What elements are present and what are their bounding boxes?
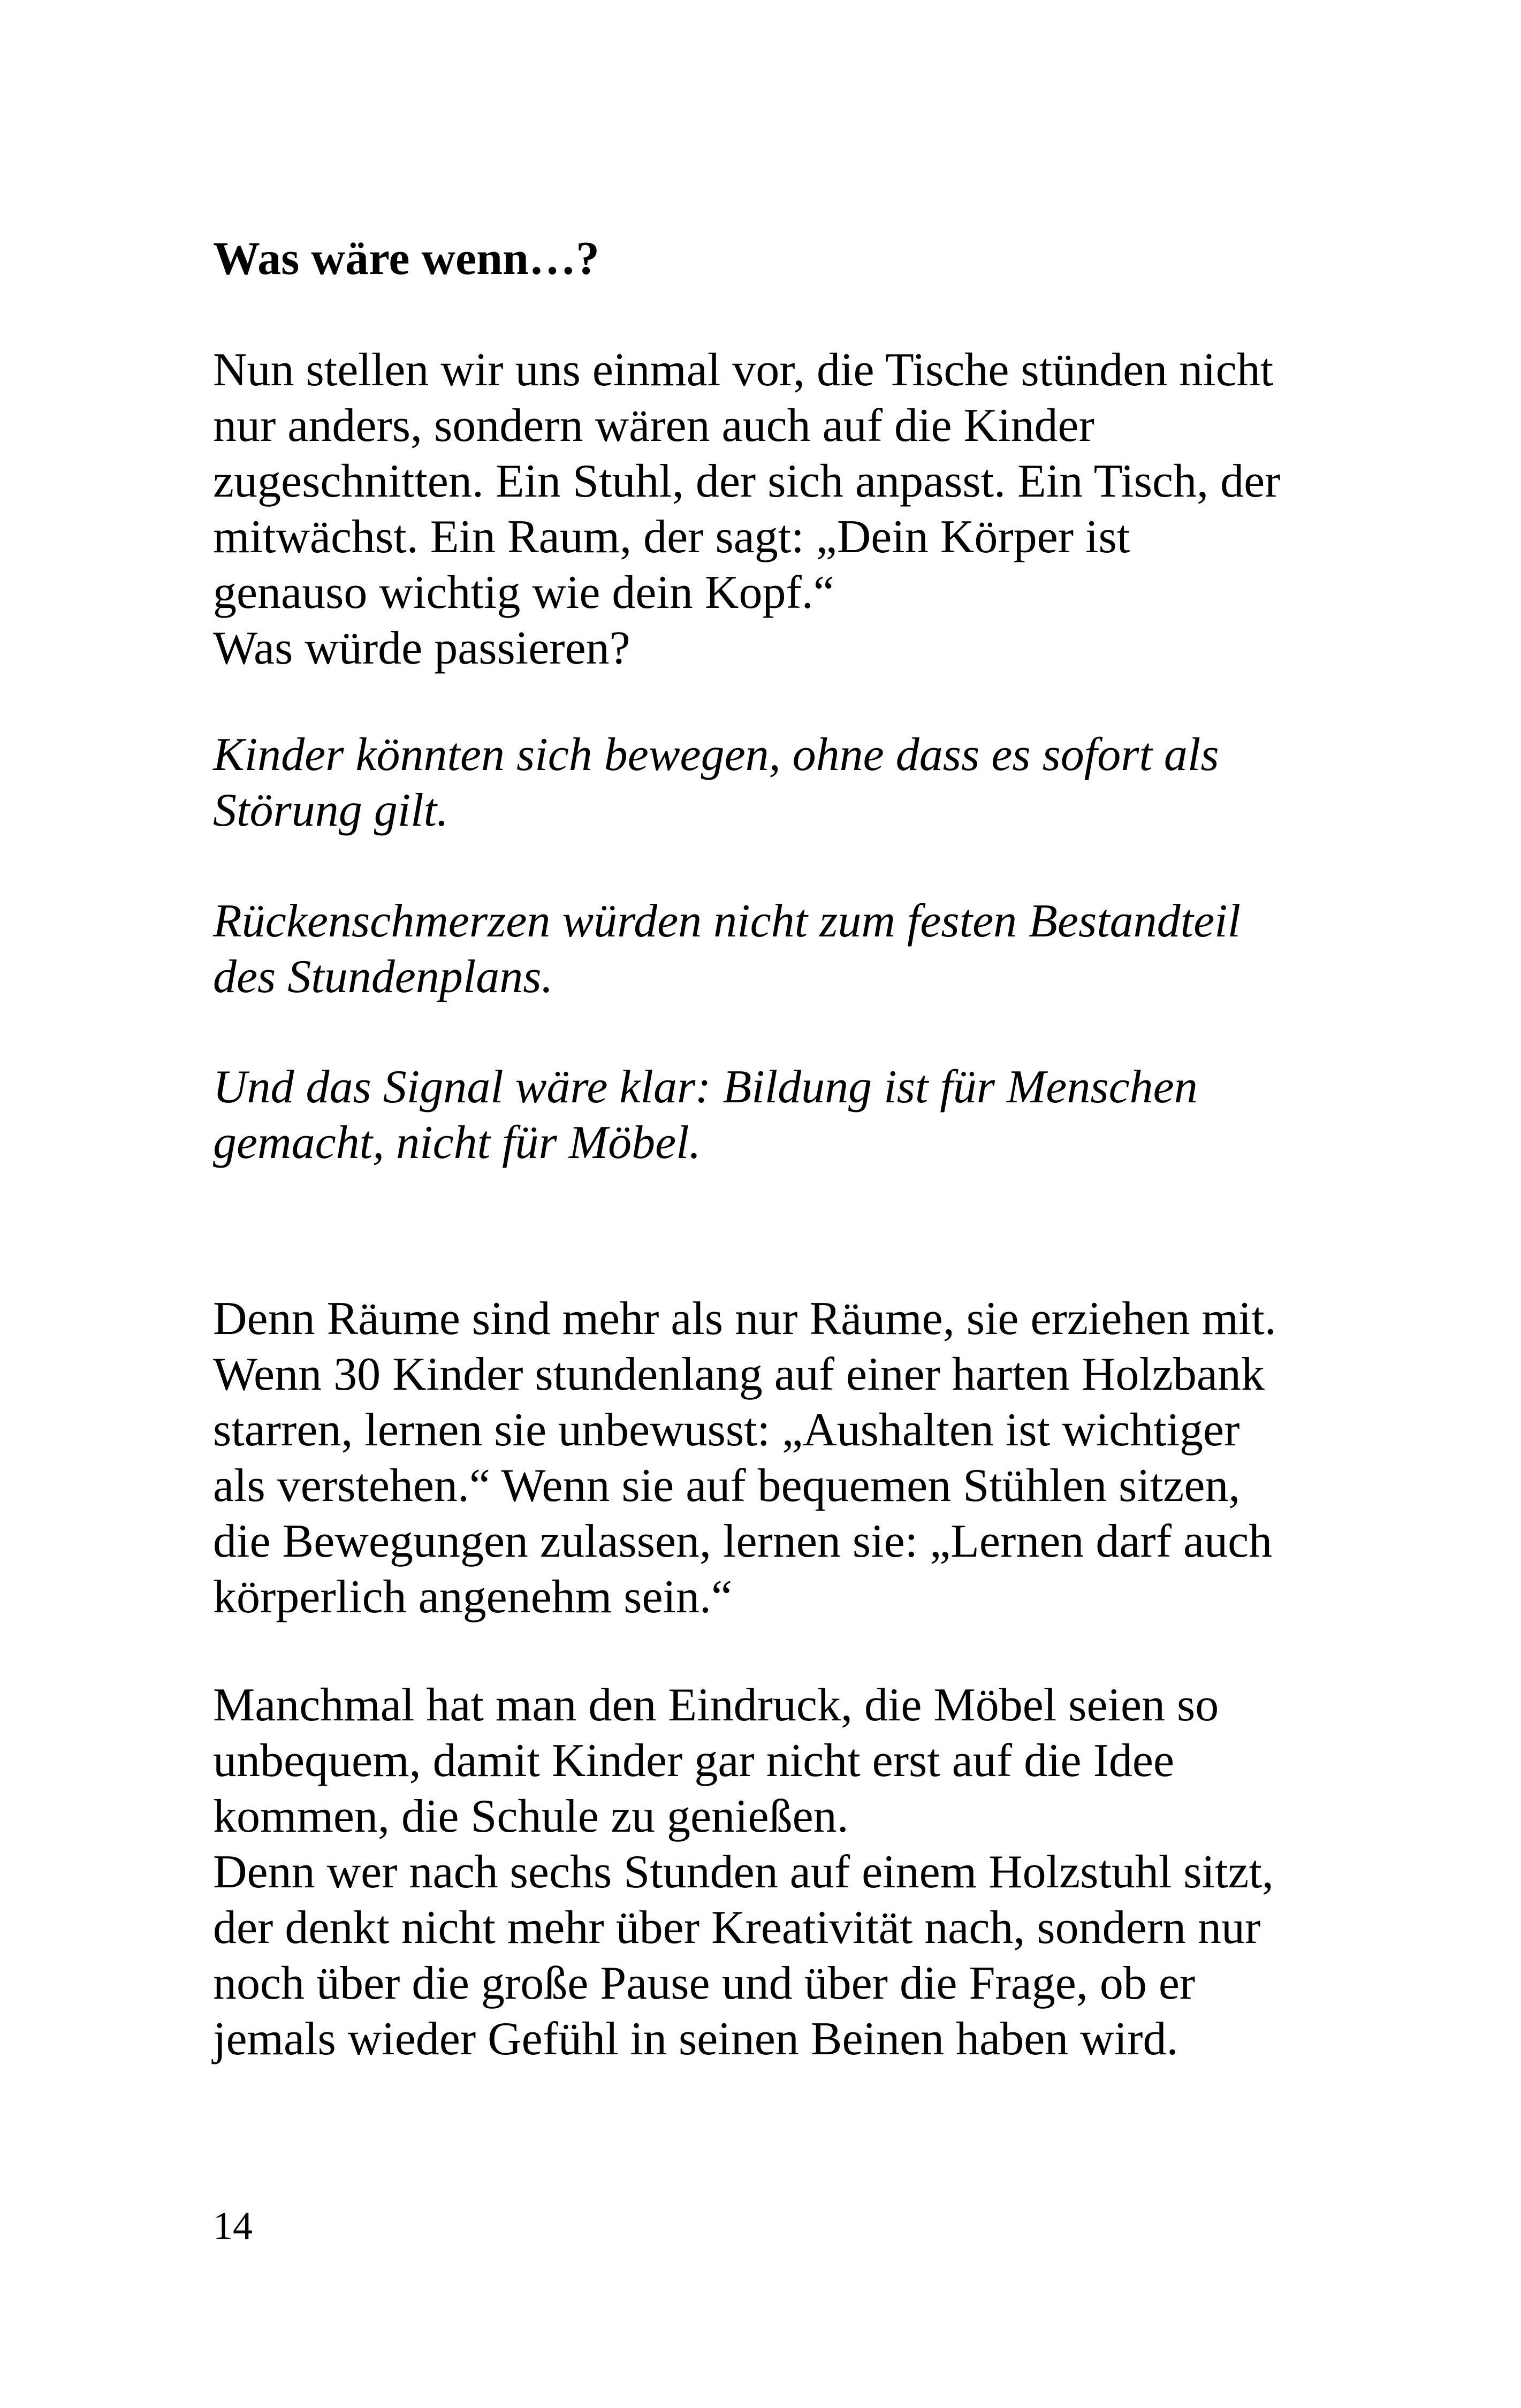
text-line: jemals wieder Gefühl in seinen Beinen haben wird. [213,2013,1178,2065]
page-number: 14 [213,2204,253,2248]
text-line: noch über die große Pause und über die Frage, ob er [213,1957,1196,2009]
text-line: kommen, die Schule zu genießen. [213,1790,849,1842]
paragraph-rooms [213,1291,1337,1625]
text-line: zugeschnitten. Ein Stuhl, der sich anpasst. Ein Tisch, der [213,455,1281,507]
text-line: des Stundenplans. [213,951,553,1003]
text-line: die Bewegungen zulassen, lernen sie: „Lernen darf auch [213,1515,1273,1567]
text-line: Wenn 30 Kinder stundenlang auf einer harten Holzbank [213,1348,1265,1400]
section-heading: Was wäre wenn…? [213,233,599,285]
text-line: als verstehen.“ Wenn sie auf bequemen Stühlen sitzen, [213,1460,1241,1512]
text-line: Denn wer nach sechs Stunden auf einem Holzstuhl sitzt, [213,1846,1274,1898]
text-line: Was würde passieren? [213,622,630,674]
text-line: Und das Signal wäre klar: Bildung ist für Menschen [213,1061,1198,1113]
text-line: Nun stellen wir uns einmal vor, die Tische stünden nicht [213,344,1274,396]
text-line: mitwächst. Ein Raum, der sagt: „Dein Körper ist [213,511,1130,563]
text-line: Kinder könnten sich bewegen, ohne dass es sofort als [213,729,1219,781]
text-line: körperlich angenehm sein.“ [213,1571,733,1623]
text-line: der denkt nicht mehr über Kreativität nach, sondern nur [213,1902,1261,1954]
italic-statement-signal [213,1060,1337,1171]
text-line: Denn Räume sind mehr als nur Räume, sie erziehen mit. [213,1293,1276,1345]
paragraph-intro [213,342,1337,676]
text-line: unbequem, damit Kinder gar nicht erst auf die Idee [213,1735,1175,1787]
paragraph-furniture [213,1678,1337,2067]
text-line: nur anders, sondern wären auch auf die Kinder [213,400,1094,452]
text-line: starren, lernen sie unbewusst: „Aushalten ist wichtiger [213,1404,1240,1456]
text-line: Störung gilt. [213,784,449,836]
text-line: gemacht, nicht für Möbel. [213,1117,701,1169]
text-line: Rückenschmerzen würden nicht zum festen Bestandteil [213,895,1241,947]
italic-statement-movement [213,727,1337,839]
italic-statement-back-pain [213,894,1337,1005]
text-line: genauso wichtig wie dein Kopf.“ [213,567,834,619]
text-line: Manchmal hat man den Eindruck, die Möbel seien so [213,1679,1219,1731]
